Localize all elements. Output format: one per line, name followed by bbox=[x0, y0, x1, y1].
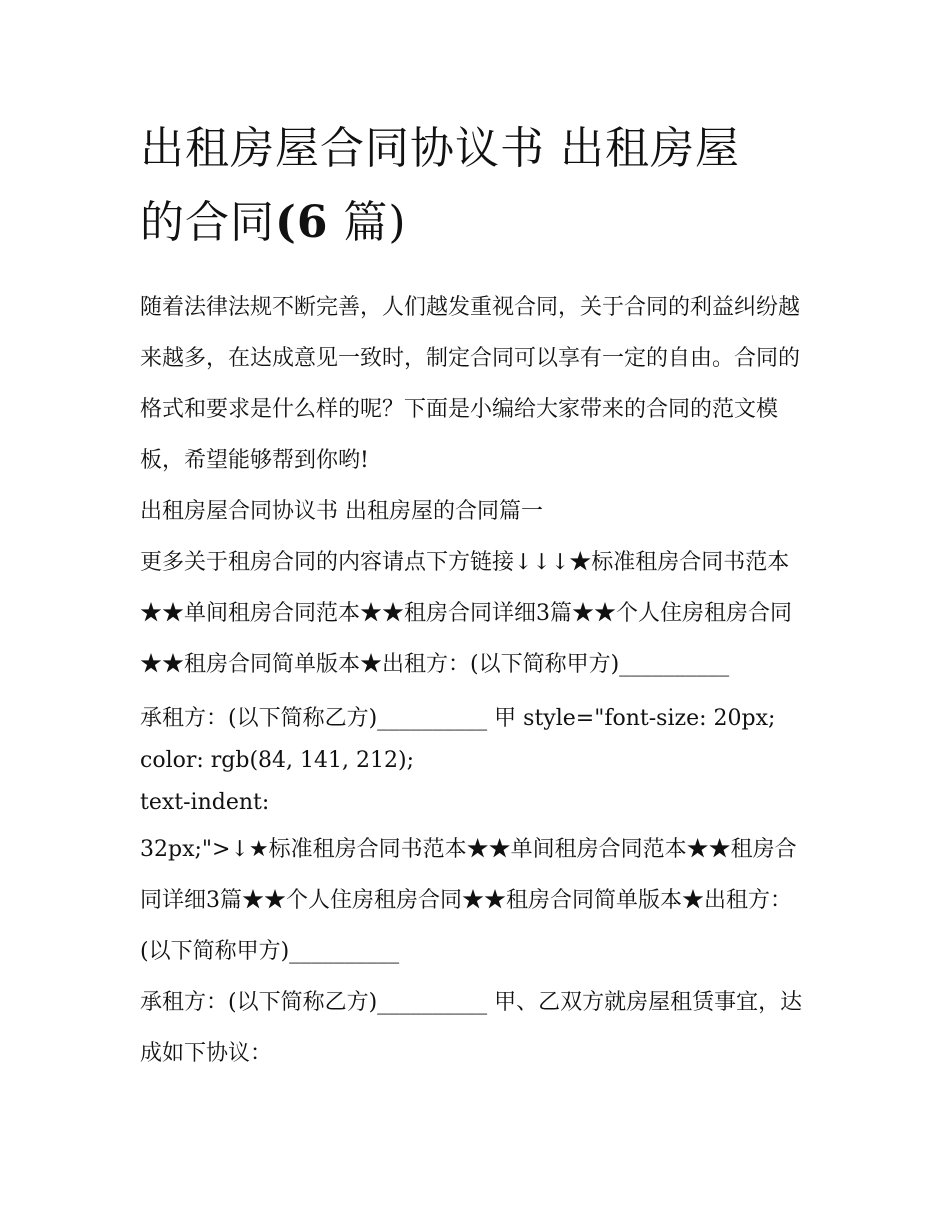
css-tail-paragraph: 32px;">↓★标准租房合同书范本★★单间租房合同范本★★租房合同详细3篇★★个人住房租房合同★★租房合同简单版本★出租方：(以下简称甲方)__________ bbox=[140, 837, 797, 964]
links-paragraph: 更多关于租房合同的内容请点下方链接↓↓↓★标准租房合同书范本★★单间租房合同范本★★租房合同详细3篇★★个人住房租房合同★★租房合同简单版本★出租方：(以下简称甲方)__________ bbox=[140, 550, 792, 677]
title-line-1: 出租房屋合同协议书 出租房屋 bbox=[140, 123, 740, 174]
intro-paragraph: 随着法律法规不断完善，人们越发重视合同，关于合同的利益纠纷越来越多，在达成意见一致时，制定合同可以享有一定的自由。合同的格式和要求是什么样的呢？下面是小编给大家带来的合同的范文模板，希望能够帮到你哟! bbox=[140, 295, 801, 473]
section-heading: 出租房屋合同协议书 出租房屋的合同篇一 bbox=[140, 499, 543, 524]
tenant-line-2: 承租方：(以下简称乙方)__________ 甲、乙双方就房屋租赁事宜，达成如下协议： bbox=[140, 990, 803, 1066]
document-title bbox=[140, 112, 815, 260]
document-page bbox=[140, 112, 815, 1079]
tenant-line-1: 承租方：(以下简称乙方)__________ 甲 style="font-size: 20px; color: rgb(84, 141, 212); bbox=[140, 706, 776, 773]
title-line-2-suffix: 篇) bbox=[328, 197, 407, 248]
text-indent-line: text-indent: bbox=[140, 790, 270, 815]
title-line-2-bold: (6 bbox=[275, 197, 329, 248]
title-line-2-prefix: 的合同 bbox=[140, 197, 275, 248]
